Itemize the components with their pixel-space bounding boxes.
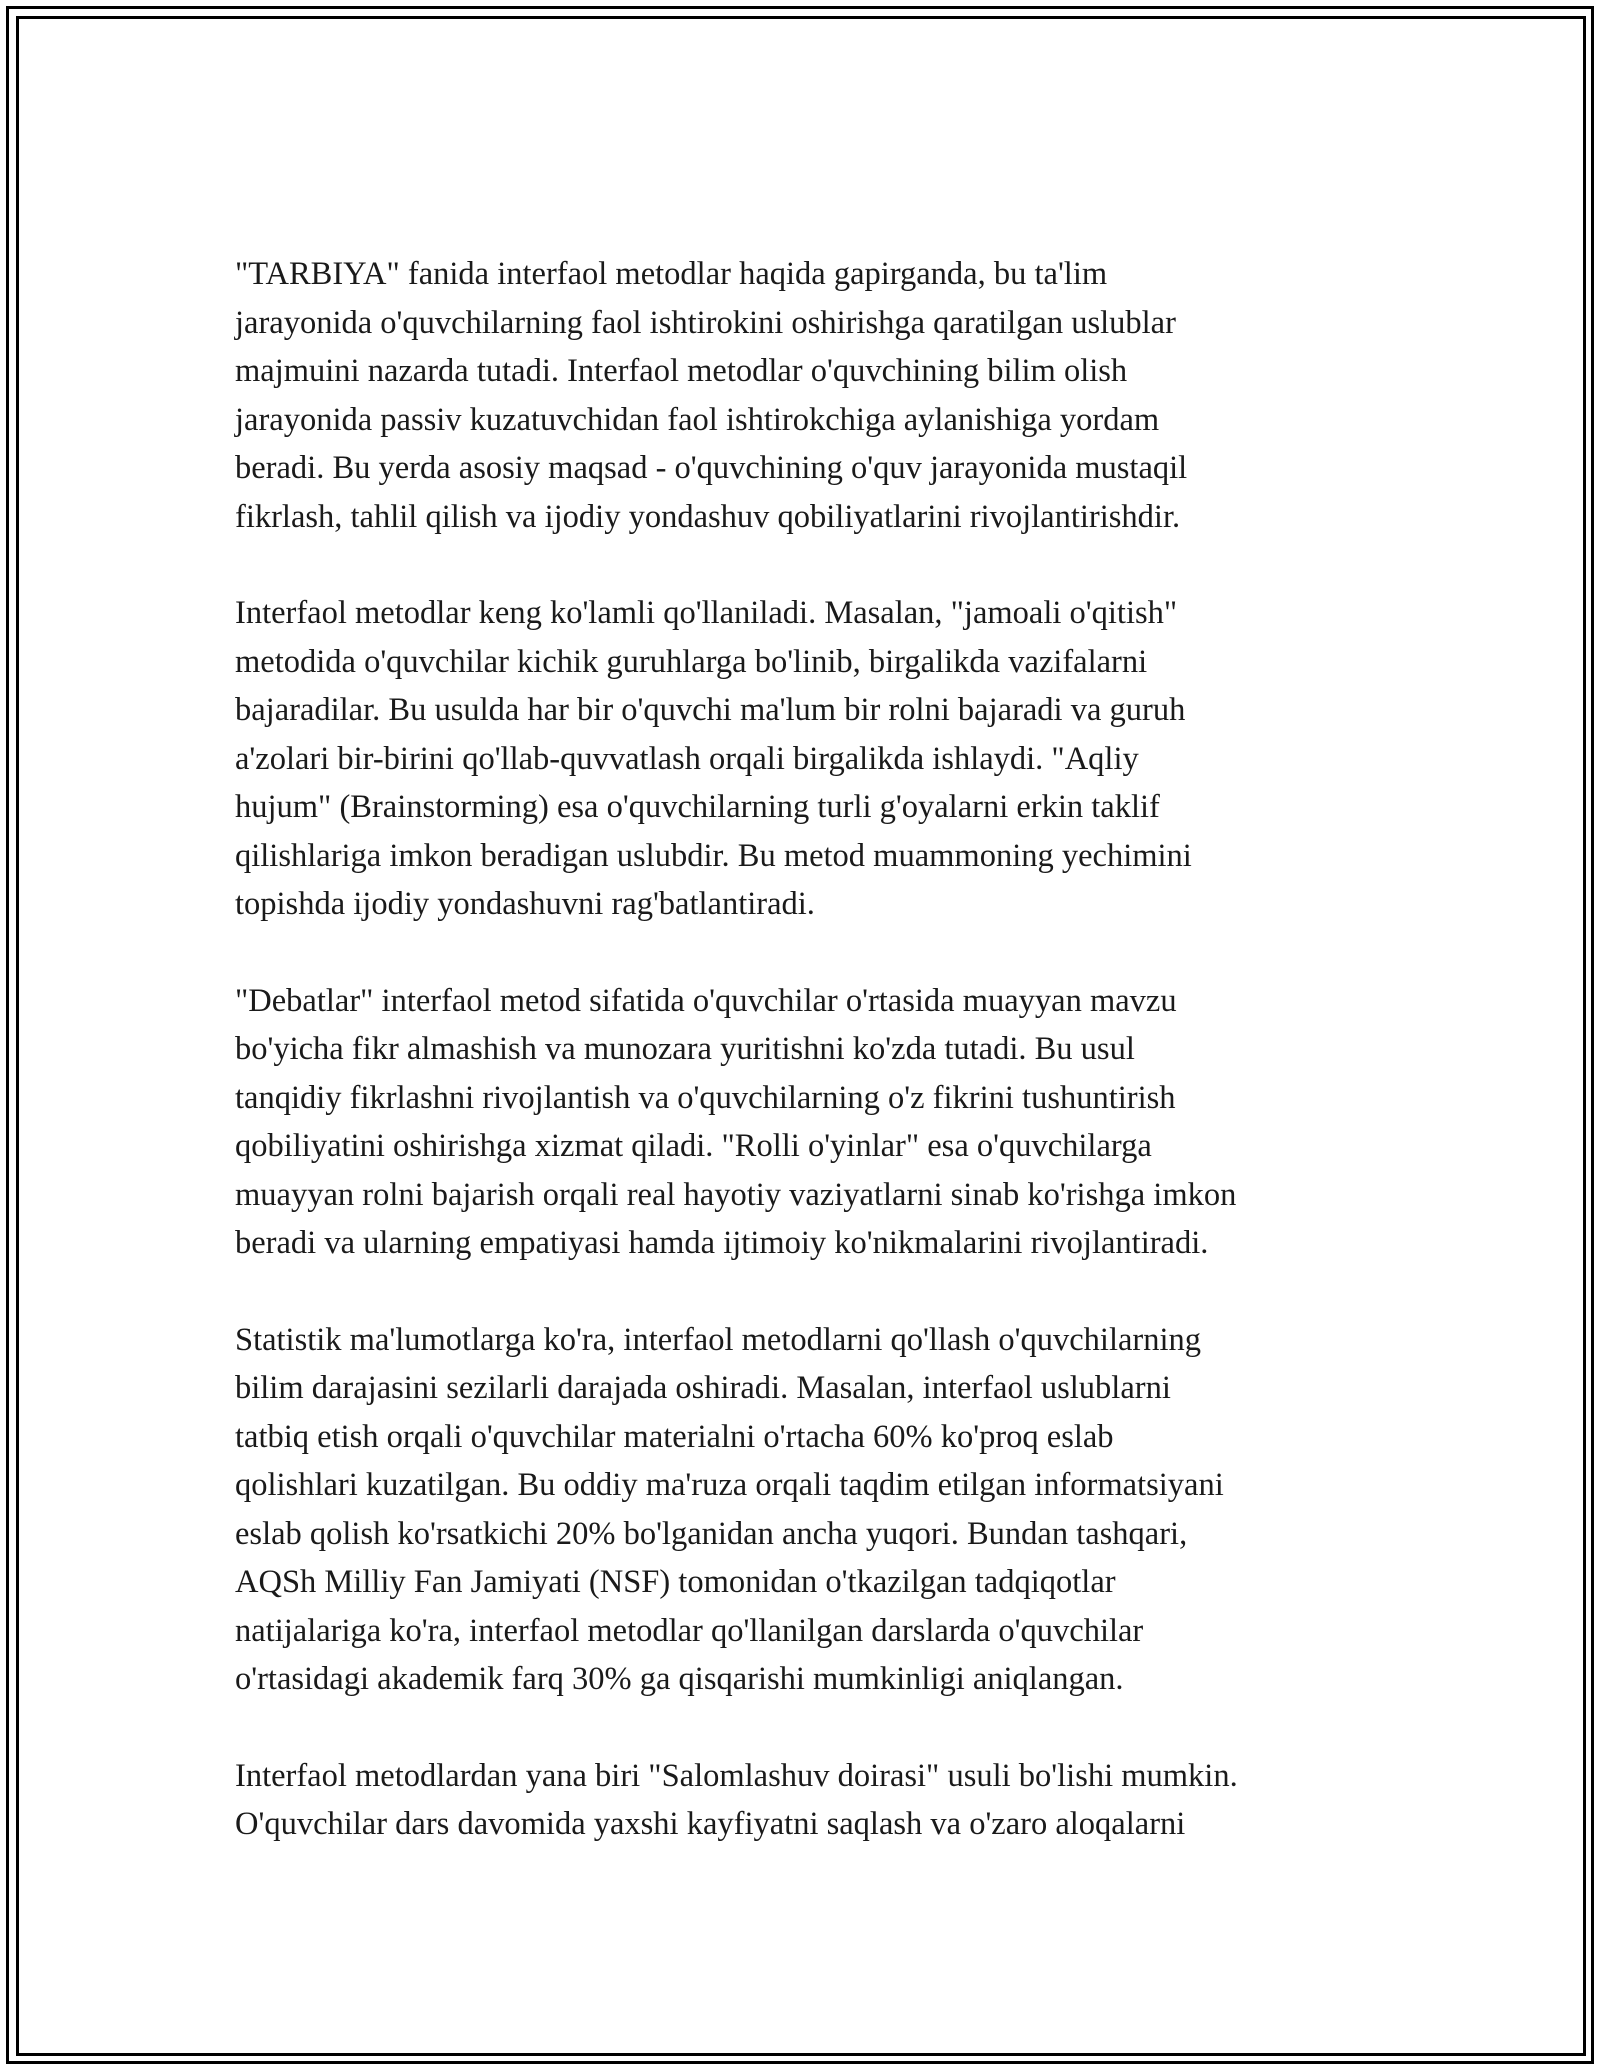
text-line: hujum" (Brainstorming) esa o'quvchilarning turli g'oyalarni erkin taklif (235, 789, 1160, 825)
text-line: beradi va ularning empatiyasi hamda ijtimoiy ko'nikmalarini rivojlantiradi. (235, 1225, 1209, 1261)
text-line: topishda ijodiy yondashuvni rag'batlantiradi. (235, 886, 815, 922)
text-line: "Debatlar" interfaol metod sifatida o'quvchilar o'rtasida muayyan mavzu (235, 982, 1177, 1019)
text-line: Interfaol metodlar keng ko'lamli qo'llaniladi. Masalan, "jamoali o'qitish" (235, 595, 1178, 631)
paragraph-greeting-circle (235, 1752, 1395, 1849)
text-line: muayyan rolni bajarish orqali real hayotiy vaziyatlarni sinab ko'rishga imkon (235, 1176, 1237, 1213)
paragraph-statistics (235, 1316, 1395, 1704)
text-line: tatbiq etish orqali o'quvchilar materialni o'rtacha 60% ko'proq eslab (235, 1418, 1114, 1455)
text-line: jarayonida o'quvchilarning faol ishtirokini oshirishga qaratilgan uslublar (235, 304, 1176, 341)
text-line: bo'yicha fikr almashish va munozara yuritishni ko'zda tutadi. Bu usul (235, 1031, 1135, 1067)
text-line: bilim darajasini sezilarli darajada oshiradi. Masalan, interfaol uslublarni (235, 1370, 1171, 1406)
text-line: Statistik ma'lumotlarga ko'ra, interfaol metodlarni qo'llash o'quvchilarning (235, 1321, 1202, 1358)
paragraph-methods-examples (235, 589, 1395, 929)
text-line: majmuini nazarda tutadi. Interfaol metodlar o'quvchining bilim olish (235, 353, 1128, 389)
text-line: natijalariga ko'ra, interfaol metodlar qo'llanilgan darslarda o'quvchilar (235, 1612, 1144, 1649)
document-body (235, 250, 1395, 1897)
text-line: fikrlash, tahlil qilish va ijodiy yondashuv qobiliyatlarini rivojlantirishdir. (235, 498, 1181, 535)
text-line: jarayonida passiv kuzatuvchidan faol ishtirokchiga aylanishiga yordam (235, 401, 1160, 438)
text-line: bajaradilar. Bu usulda har bir o'quvchi ma'lum bir rolni bajaradi va guruh (235, 692, 1186, 728)
text-line: qilishlariga imkon beradigan uslubdir. Bu metod muammoning yechimini (235, 837, 1192, 874)
text-line: a'zolari bir-birini qo'llab-quvvatlash orqali birgalikda ishlaydi. "Aqliy (235, 740, 1139, 777)
text-line: eslab qolish ko'rsatkichi 20% bo'lganidan ancha yuqori. Bundan tashqari, (235, 1515, 1188, 1552)
text-line: O'quvchilar dars davomida yaxshi kayfiyatni saqlash va o'zaro aloqalarni (235, 1806, 1186, 1842)
text-line: o'rtasidagi akademik farq 30% ga qisqarishi mumkinligi aniqlangan. (235, 1661, 1124, 1697)
text-line: tanqidiy fikrlashni rivojlantish va o'quvchilarning o'z fikrini tushuntirish (235, 1079, 1176, 1116)
text-line: qolishlari kuzatilgan. Bu oddiy ma'ruza orqali taqdim etilgan informatsiyani (235, 1467, 1224, 1503)
paragraph-debates-roleplay (235, 977, 1395, 1268)
text-line: qobiliyatini oshirishga xizmat qiladi. "Rolli o'yinlar" esa o'quvchilarga (235, 1128, 1152, 1164)
text-line: Interfaol metodlardan yana biri "Salomlashuv doirasi" usuli bo'lishi mumkin. (235, 1757, 1238, 1794)
text-line: beradi. Bu yerda asosiy maqsad - o'quvchining o'quv jarayonida mustaqil (235, 450, 1188, 486)
text-line: AQSh Milliy Fan Jamiyati (NSF) tomonidan o'tkazilgan tadqiqotlar (235, 1564, 1116, 1600)
text-line: "TARBIYA" fanida interfaol metodlar haqida gapirganda, bu ta'lim (235, 256, 1108, 292)
paragraph-tarbiya-intro (235, 250, 1395, 541)
text-line: metodida o'quvchilar kichik guruhlarga bo'linib, birgalikda vazifalarni (235, 643, 1148, 680)
